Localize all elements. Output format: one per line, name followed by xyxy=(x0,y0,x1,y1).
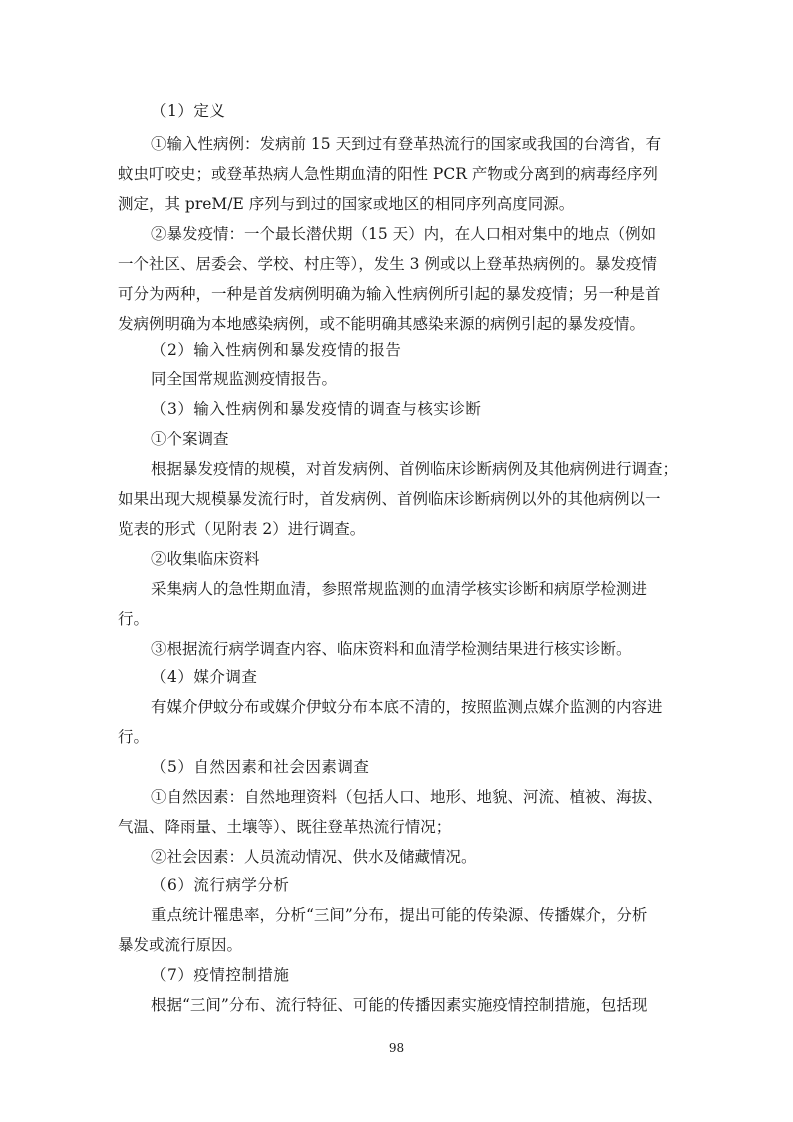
paragraph-line: 采集病人的急性期血清，参照常规监测的血清学核实诊断和病原学检测进 xyxy=(151,580,648,598)
section-heading-analysis: （6）流行病学分析 xyxy=(151,876,290,894)
section-heading-control: （7）疫情控制措施 xyxy=(151,966,290,984)
section-heading-factors: （5）自然因素和社会因素调查 xyxy=(151,758,370,776)
section-heading-vector: （4）媒介调查 xyxy=(151,668,258,686)
paragraph-line: ③根据流行病学调查内容、临床资料和血清学检测结果进行核实诊断。 xyxy=(151,640,632,658)
paragraph-line: ①输入性病例：发病前 15 天到过有登革热流行的国家或我国的台湾省，有 xyxy=(151,135,662,153)
paragraph-line: 一个社区、居委会、学校、村庄等），发生 3 例或以上登革热病例的。暴发疫情 xyxy=(118,255,657,273)
paragraph-line: 发病例明确为本地感染病例，或不能明确其感染来源的病例引起的暴发疫情。 xyxy=(118,315,646,333)
subsection-heading: ①个案调查 xyxy=(151,430,229,448)
paragraph-line: 气温、降雨量、土壤等）、既往登革热流行情况； xyxy=(118,818,452,836)
paragraph-line: 根据“三间”分布、流行特征、可能的传播因素实施疫情控制措施，包括现 xyxy=(151,996,648,1014)
paragraph-line: 根据暴发疫情的规模，对首发病例、首例临床诊断病例及其他病例进行调查； xyxy=(151,460,679,478)
paragraph-line: 有媒介伊蚊分布或媒介伊蚊分布本底不清的，按照监测点媒介监测的内容进 xyxy=(151,698,663,716)
paragraph-line: 重点统计罹患率，分析“三间”分布，提出可能的传染源、传播媒介，分析 xyxy=(151,906,648,924)
section-heading-report: （2）输入性病例和暴发疫情的报告 xyxy=(151,341,402,359)
paragraph-line: 行。 xyxy=(118,610,150,628)
section-heading-definition: （1）定义 xyxy=(151,102,226,120)
paragraph-line: ②社会因素：人员流动情况、供水及储藏情况。 xyxy=(151,848,477,866)
paragraph-line: ①自然因素：自然地理资料（包括人口、地形、地貌、河流、植被、海拔、 xyxy=(151,788,663,806)
subsection-heading: ②收集临床资料 xyxy=(151,550,260,568)
paragraph-line: 蚊虫叮咬史；或登革热病人急性期血清的阳性 PCR 产物或分离到的病毒经序列 xyxy=(118,165,658,183)
paragraph-line: 测定，其 preM/E 序列与到过的国家或地区的相同序列高度同源。 xyxy=(118,195,575,213)
page-number: 98 xyxy=(388,1041,405,1055)
paragraph-line: ②暴发疫情：一个最长潜伏期（15 天）内，在人口相对集中的地点（例如 xyxy=(151,225,657,243)
paragraph-line: 如果出现大规模暴发流行时，首发病例、首例临床诊断病例以外的其他病例以一 xyxy=(118,490,661,508)
paragraph-line: 可分为两种，一种是首发病例明确为输入性病例所引起的暴发疫情；另一种是首 xyxy=(118,285,661,303)
paragraph-line: 暴发或流行原因。 xyxy=(118,936,243,954)
paragraph-line: 行。 xyxy=(118,728,150,746)
section-heading-investigation: （3）输入性病例和暴发疫情的调查与核实诊断 xyxy=(151,400,482,418)
paragraph-line: 览表的形式（见附表 2）进行调查。 xyxy=(118,520,366,538)
paragraph-line: 同全国常规监测疫情报告。 xyxy=(151,370,338,388)
